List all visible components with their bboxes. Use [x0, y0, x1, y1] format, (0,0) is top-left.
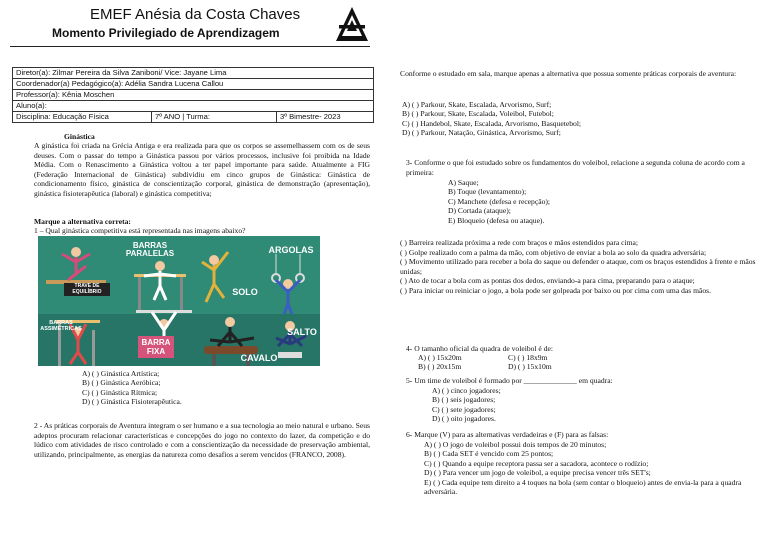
q2-option-d[interactable]: D) ( ) Parkour, Natação, Ginástica, Arvorismo, Surf; [402, 128, 561, 138]
uneven-bars-figure-icon [52, 310, 108, 366]
label-salto: SALTO [287, 327, 317, 337]
q3-item-c: C) Manchete (defesa e recepção); [448, 196, 551, 206]
question-3: 3- Conforme o que foi estudado sobre os fundamentos do voleibol, relacione a segunda coluna de acordo com a primeira: [406, 158, 745, 177]
question-1: 1 – Qual ginástica competitiva está representada nas imagens abaixo? [34, 226, 246, 235]
q5-option-a[interactable]: A) ( ) cinco jogadores; [432, 386, 501, 395]
q1-option-c[interactable]: C) ( ) Ginástica Rítmica; [82, 387, 158, 397]
school-name: EMEF Anésia da Costa Chaves [90, 6, 301, 23]
school-logo-icon [335, 6, 369, 42]
header-divider [10, 46, 370, 47]
q3-items [448, 178, 550, 225]
q4-option-c[interactable]: C) ( ) 18x9m [508, 353, 548, 362]
q2-option-b[interactable]: B) ( ) Parkour, Skate, Escalada, Voleibol, Futebol; [402, 109, 554, 119]
gymnastics-image [38, 236, 320, 366]
discipline-cell: Disciplina: Educação Física [13, 112, 152, 123]
q6-option-c[interactable]: C) ( ) Quando a equipe receptora passa ser a sacadora, acontece o rodízio; [424, 458, 649, 468]
question-4: 4- O tamanho oficial da quadra de voleibol é de: [406, 344, 553, 353]
q4-option-a[interactable]: A) ( ) 15x20m [418, 353, 462, 362]
q5-option-d[interactable]: D) ( ) oito jogadores. [432, 414, 496, 424]
label-trave: TRAVE DE EQUILÍBRIO [64, 283, 110, 296]
q3-item-b: B) Toque (levantamento); [448, 187, 527, 197]
instruction-text: Marque a alternativa correta: [34, 217, 131, 226]
q3-statement-1[interactable]: ( ) Barreira realizada próxima a rede com braços e mãos estendidos para cima; [400, 238, 639, 247]
q4-options [418, 353, 618, 372]
q1-option-b[interactable]: B) ( ) Ginástica Aeróbica; [82, 378, 161, 388]
term-cell: 3º Bimestre- 2023 [277, 112, 374, 123]
q5-options [432, 386, 501, 424]
question-5: 5- Um time de voleibol é formado por ______________ em quadra: [406, 376, 613, 385]
q1-option-d[interactable]: D) ( ) Ginástica Fisioterapêutica. [82, 397, 182, 407]
q6-option-e[interactable]: E) ( ) Cada equipe tem direito a 4 toques na bola (sem contar o bloqueio) antes de envia-la para a quadra adversária. [424, 477, 742, 497]
label-barra-fixa: BARRA FIXA [138, 336, 174, 358]
parallel-bars-figure-icon [130, 260, 190, 310]
label-cavalo: CAVALO [240, 353, 278, 363]
section-title: Ginástica [64, 132, 95, 141]
q2-options [402, 100, 581, 138]
label-argolas: ARGOLAS [268, 245, 314, 255]
q3-statement-4[interactable]: ( ) Ato de tocar a bola com as pontas dos dedos, enviando-a para cima, preparando para o ataque; [400, 276, 695, 286]
teacher-cell: Professor(a): Kênia Moschen [13, 90, 374, 101]
label-solo: SOLO [232, 287, 258, 297]
q3-statement-5[interactable]: ( ) Para iniciar ou reiniciar o jogo, a bola pode ser golpeada por baixo ou por cima com uma das mãos. [400, 285, 712, 295]
q2-option-a[interactable]: A) ( ) Parkour, Skate, Escalada, Arvorismo, Surf; [402, 100, 552, 109]
q3-statement-2[interactable]: ( ) Golpe realizado com a palma da mão, com objetivo de enviar a bola ao solo da quadra adversária; [400, 247, 707, 257]
q1-options [82, 369, 182, 407]
q3-item-d: D) Cortada (ataque); [448, 206, 511, 216]
question-2: 2 - As práticas corporais de Aventura integram o ser humano e a sua tecnologia ao meio natural e urbano. Seus adeptos procuram relacionar características e concepções do jogo no contexto do lazer, da competição e do lúdico com atividades de risco controlado e com a conscientização da necessidade de preservação ambiental, utilizando, principalmente, as energias da natureza como desafios a serem vencidos (FRANCO, 2008). [34, 421, 370, 459]
student-info-table [12, 67, 374, 123]
q5-option-b[interactable]: B) ( ) seis jogadores; [432, 395, 496, 405]
q1-option-a[interactable]: A) ( ) Ginástica Artística; [82, 369, 160, 378]
question-2-continuation: Conforme o estudado em sala, marque apenas a alternativa que possua somente práticas corporais de aventura: [400, 69, 737, 78]
q3-item-a: A) Saque; [448, 178, 479, 187]
floor-figure-icon [190, 240, 240, 310]
q6-option-a[interactable]: A) ( ) O jogo de voleibol possui dois tempos de 20 minutos; [424, 440, 607, 449]
q4-option-b[interactable]: B) ( ) 20x15m [418, 362, 462, 372]
rings-figure-icon [260, 254, 316, 314]
document-subtitle: Momento Privilegiado de Aprendizagem [52, 26, 280, 40]
coordinator-cell: Coordenador(a) Pedagógico(a): Adélia Sandra Lucena Callou [13, 79, 374, 90]
q4-option-d[interactable]: D) ( ) 15x10m [508, 362, 552, 372]
label-barras-assimetricas: BARRAS ASSIMÉTRICAS [40, 320, 82, 332]
student-cell[interactable]: Aluno(a): [13, 101, 374, 112]
q5-option-c[interactable]: C) ( ) sete jogadores; [432, 404, 496, 414]
director-cell: Diretor(a): Zilmar Pereira da Silva Zaniboni/ Vice: Jayane Lima [13, 68, 374, 79]
q3-statements [400, 238, 756, 296]
q3-item-e: E) Bloqueio (defesa ou ataque). [448, 215, 545, 225]
q6-options [424, 440, 756, 496]
q6-option-d[interactable]: D) ( ) Para vencer um jogo de voleibol, a equipe precisa vencer três SET's; [424, 468, 651, 478]
question-6: 6- Marque (V) para as alternativas verdadeiras e (F) para as falsas: [406, 430, 609, 439]
q3-statement-3[interactable]: ( ) Movimento utilizado para receber a bola do saque ou defender o ataque, com os braços estendidos à frente e mãos unidas; [400, 257, 756, 276]
q2-option-c[interactable]: C) ( ) Handebol, Skate, Escalada, Arvorismo, Basquetebol; [402, 118, 582, 128]
grade-cell[interactable]: 7º ANO | Turma: [152, 112, 277, 123]
label-barras-paralelas: BARRAS PARALELAS [125, 241, 175, 258]
q6-option-b[interactable]: B) ( ) Cada SET é vencido com 25 pontos; [424, 449, 554, 459]
intro-paragraph: A ginástica foi criada na Grécia Antiga e era realizada para que os corpos se assemelhassem com os de seus deuses. Com o passar do tempo a Ginástica passou por vários processos, inclusive foi proibida na Idade Média. Com o Renascimento a Ginástica voltou a ter papel importante para saúde. Atualmente a FIG (Federação Internacional de Ginástica) subdividiu em cinco grupos de Ginástica: Ginástica de condicionamento físico, ginástica de conscientização corporal, ginástica de demonstração (apresentação), ginástica fisioterapêutica (laboral) e ginástica competitiva; [34, 141, 370, 198]
